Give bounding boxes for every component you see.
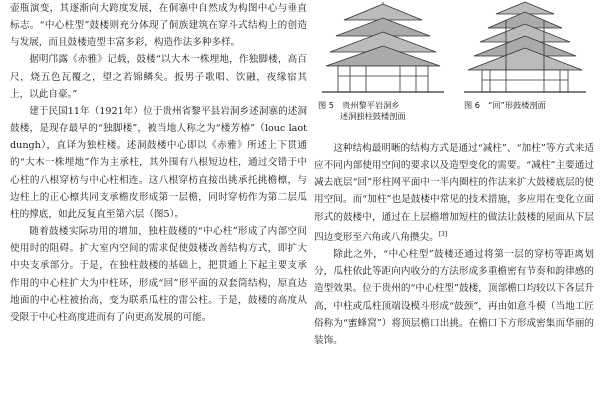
caption-line: 图 5 贵州黎平岩洞乡 [318,100,400,110]
caption-line: 述洞独柱鼓楼剖面 [340,111,406,121]
figure-5-section-drawing [314,0,452,98]
left-text-column [10,0,307,326]
paragraph: 建于民国11年（1921年）位于贵州省黎平县岩洞乡述洞寨的述洞鼓楼，是现存最早的“独脚楼”，被当地人称之为“楼芳椿”（louc laot dungh），直译为独柱楼。述洞鼓楼中心即以《赤雅》所述上下贯通的“大木一株埋地”作为主承柱，其外围有八根短边柱，通过交错于中心柱的八根穿枋与中心柱相连。这八根穿枋直接出挑承托挑檐檩，与边柱上的正心檩共同支承檐皮形成第一层檐，同时穿枋作为第二层瓜柱的撑底，如此反复直至第六层（图5）。 [10,105,307,220]
paragraph: 除此之外，“中心柱型”鼓楼还通过将第一层的穿枋等距离划分，瓜柱依此等距向内收分的方法形成多重檐密有节奏和韵律感的造型效果。位于贵州的“中心柱型”鼓楼，顶部檐口均较以下各层升高，中柱或瓜柱顶端设模斗形成“鼓颈”，再由如意斗模（当地工匠俗称为“蜜蜂窝”）将顶层檐口出挑。在檐口下方形成密集而华丽的装饰。 [314,249,594,346]
reference-mark: [3] [438,230,448,238]
right-text-column [314,140,594,349]
caption-line: 图 6 “回”形鼓楼剖面 [464,100,546,110]
figure-6-caption [464,100,592,111]
paragraph-text: 这种结构最明晰的结构方式是通过“减柱”、“加柱”等方式来适应不同内部使用空间的要求以及造型变化的需要。“减柱”主要通过减去底层“回”形柱网平面中一半内圈柱的作法来扩大鼓楼底层的使用空间。而“加柱”也是鼓楼中常见的技术措施，多应用在变化立面形式的鼓楼中，通过在上层檐增加短柱的做法让鼓楼的屋面从下层四边变形至六角或八角攒尖。 [314,143,594,243]
paragraph: 随着鼓楼实际功用的增加，独柱鼓楼的“中心柱”形成了内部空间使用时的阻碍。扩大室内空间的需求促使鼓楼改善结构方式，即扩大中央支承部分。于是，在独柱鼓楼的基础上，把贯通上下起主要支承作用的中心柱扩大为中柱环，形成“回”形平面的双套筒结构，原直达地面的中心柱被抬高，变为联系瓜柱的雷公柱。于是，鼓楼的高度从受限于中心柱高度进而有了向更高发展的可能。 [10,226,307,323]
figure-6-section-drawing [456,0,594,98]
paragraph: 据明邝露《赤雅》记载，鼓楼“以大木一株埋地，作独脚楼，高百尺，烧五色瓦覆之，望之若锦鳞矣。扳男子歌唱、饮融，夜缘宿其上，以此自豪。” [10,54,307,100]
paragraph [314,140,594,246]
paragraph: 壶瓶演变，其逐渐向大跨度发展，在侗寨中自然成为构图中心与垂直标志。“中心柱型”鼓楼则充分体现了侗族建筑在穿斗式结构上的创造与发展，而且鼓楼造型丰富多彩，构造作法多种多样。 [10,3,307,49]
figure-area [314,0,594,138]
figure-5-caption [318,100,454,122]
